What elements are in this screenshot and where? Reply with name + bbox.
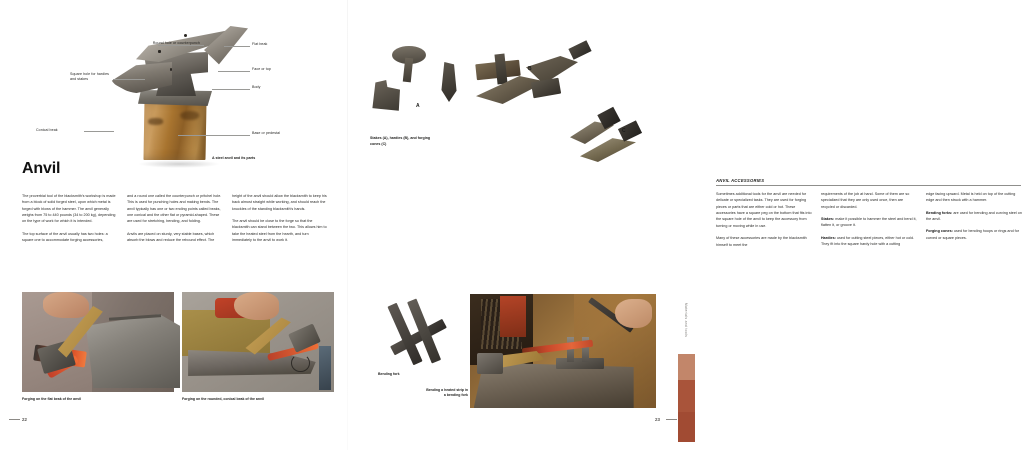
round-hole-mark bbox=[184, 34, 187, 37]
term-entry bbox=[821, 235, 917, 248]
side-hole-mark bbox=[170, 68, 172, 71]
paragraph: and a round one called the counterpunch or pritchel hole. This is used for punching holes and making bends. The anvil typically has one or two ending points called beaks, one conical and the other flat or pyramid-shaped. These are used for stretching, bending, and folding. bbox=[127, 194, 222, 224]
left-body-columns bbox=[22, 193, 328, 250]
photo-bending-heated-strip bbox=[470, 294, 656, 408]
left-column-2 bbox=[127, 193, 223, 250]
leader-flat-beak bbox=[224, 46, 250, 47]
hardie-foot bbox=[531, 78, 561, 99]
section-subhead: ANVIL ACCESSORIES bbox=[716, 178, 1021, 186]
accessories-figure bbox=[348, 0, 695, 175]
right-column-1 bbox=[716, 191, 812, 254]
page-number-left-value: 22 bbox=[22, 417, 27, 422]
stake-square-shape bbox=[370, 80, 400, 112]
left-page bbox=[0, 0, 348, 450]
term-entry bbox=[821, 216, 917, 229]
leader-base-pedestal bbox=[178, 135, 250, 136]
edge-tab-swatch-2 bbox=[678, 380, 695, 412]
photo-forging-conical-beak bbox=[182, 292, 334, 392]
page-title: Anvil bbox=[22, 160, 61, 177]
callout-base-or-pedestal: Base or pedestal bbox=[252, 131, 281, 135]
callout-conical-beak: Conical beak bbox=[36, 128, 58, 132]
edge-tab-label: Materials and tools bbox=[684, 302, 688, 338]
term-stakes-definition: make it possible to hammer the steel and bend it, flatten it, or groove it. bbox=[821, 217, 917, 228]
term-bending-forks: Bending forks: bbox=[926, 210, 953, 215]
callout-flat-beak: Flat beak bbox=[252, 42, 268, 46]
anvil-diagram bbox=[0, 0, 348, 180]
left-column-3 bbox=[232, 193, 328, 250]
edge-tab-swatch-1 bbox=[678, 354, 695, 380]
edge-tab-swatch-3 bbox=[678, 412, 695, 442]
callout-round-hole: Round hole or counterpunch bbox=[152, 41, 200, 45]
paragraph: requirements of the job at hand. Some of them are so specialized that they are only used once, then are recycled or discarded. bbox=[821, 192, 910, 209]
figure-marker-b: B bbox=[528, 66, 532, 72]
stake-wedge-shape bbox=[440, 62, 458, 102]
paragraph: Many of these accessories are made by the blacksmith himself to meet the bbox=[716, 236, 807, 247]
leader-square-hole bbox=[113, 79, 145, 80]
term-bending-forks-definition: are used for bending and curving steel on the anvil. bbox=[926, 210, 1022, 222]
callout-face-or-top: Face or top bbox=[252, 67, 271, 71]
callout-body: Body bbox=[252, 85, 261, 89]
hardie-square-peg bbox=[568, 40, 591, 60]
anvil-shadow bbox=[138, 160, 220, 168]
anvil-figure-caption: A steel anvil and its parts bbox=[212, 156, 256, 160]
paragraph: height of the anvil should allow the blacksmith to keep his back almost straight while working, and should reach the knuckles of the standing blacksmith's hands. bbox=[232, 194, 327, 211]
accessories-figure-caption: Stakes (A), hardies (B), and forging cones (C) bbox=[370, 136, 431, 146]
right-column-3 bbox=[926, 191, 1022, 254]
caption-forging-conical-beak: Forging on the rounded, conical beak of the anvil bbox=[182, 397, 264, 401]
paragraph: The top surface of the anvil usually has two holes: a square one to accommodate forging accessories, bbox=[22, 231, 108, 243]
paragraph: The proverbial tool of the blacksmith's workshop is made from a block of solid forged steel, upon which metal is forged with blows of the hammer. The anvil generally weighs from 75 to 440 pounds (34 to 200 kg), depending on the type of work for which it is intended. bbox=[22, 194, 116, 224]
left-column-1 bbox=[22, 193, 118, 250]
paragraph: Anvils are placed on sturdy, very stable bases, which absorb the blows and reduce the rebound effect. The bbox=[127, 231, 215, 243]
page-number-right bbox=[655, 417, 660, 422]
page-number-left bbox=[22, 417, 27, 422]
paragraph: edge facing upward. Metal is held on top of the cutting edge and then struck with a hammer. bbox=[926, 192, 1016, 203]
page-number-right-value: 23 bbox=[655, 417, 660, 422]
edge-tab bbox=[678, 292, 695, 450]
photo-forging-flat-beak bbox=[22, 292, 174, 392]
paragraph: Sometimes additional tools for the anvil are needed for delicate or specialized tasks. They are used for forging pieces or parts that are either cold or hot. These accessories have a square peg on the bottom that fits into the square hole of the anvil to keep the accessory from turning or moving while in use. bbox=[716, 192, 812, 228]
caption-bending-fork: Bending fork bbox=[378, 372, 400, 376]
page-number-rule bbox=[9, 419, 20, 420]
page-number-rule bbox=[666, 419, 677, 420]
photo-bending-fork bbox=[378, 296, 456, 374]
figure-marker-c: C bbox=[622, 128, 626, 134]
term-forging-cones: Forging cones: bbox=[926, 229, 953, 234]
caption-forging-flat-beak: Forging on the flat beak of the anvil bbox=[22, 397, 82, 401]
stake-mushroom-stem bbox=[403, 58, 413, 83]
hardie-small-peg bbox=[494, 54, 507, 85]
leader-conical-beak bbox=[84, 131, 114, 132]
square-hole-mark bbox=[158, 50, 161, 53]
right-body-columns bbox=[716, 191, 1022, 254]
leader-body bbox=[212, 89, 250, 90]
paragraph: The anvil should be close to the forge so that the blacksmith can stand between the two. This allows him to take the heated steel from the hearth, and turn immediately to the anvil to work it. bbox=[232, 219, 327, 243]
term-hardies-definition: used for cutting steel pieces, either hot or cold. They fit into the square hardy hole with a cutting bbox=[821, 235, 915, 247]
leader-face-top bbox=[218, 71, 250, 72]
term-stakes: Stakes: bbox=[821, 217, 835, 222]
right-column-2 bbox=[821, 191, 917, 254]
term-entry bbox=[926, 228, 1022, 241]
anvil-pedestal-wood bbox=[143, 100, 206, 160]
right-page bbox=[348, 0, 1022, 450]
term-hardies: Hardies: bbox=[821, 235, 836, 240]
term-entry bbox=[926, 210, 1022, 223]
term-forging-cones-definition: used for bending hoops or rings and for curved or square pieces. bbox=[926, 229, 1020, 240]
figure-marker-a: A bbox=[416, 103, 420, 109]
caption-bending-heated-strip: Bending a heated strip in a bending fork bbox=[426, 388, 468, 398]
callout-square-hole: Square hole for hardies and stakes bbox=[70, 72, 110, 82]
